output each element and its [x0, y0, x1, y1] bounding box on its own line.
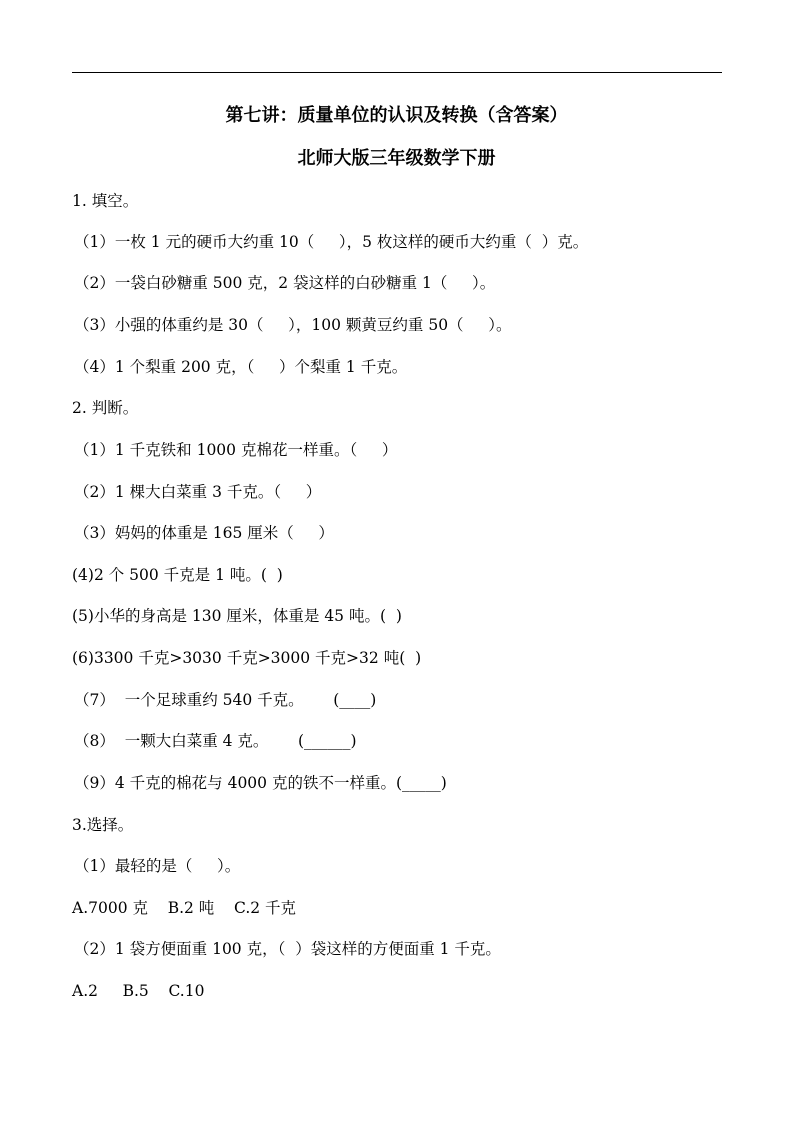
document-title: 第七讲：质量单位的认识及转换（含答案）	[225, 105, 568, 126]
top-rule	[72, 72, 722, 73]
judge-item-6: (6)3300 千克>3030 千克>3000 千克>32 吨( )	[72, 649, 422, 667]
judge-item-2: （2）1 棵大白菜重 3 千克。（ ）	[74, 483, 322, 501]
judge-item-9: （9）4 千克的棉花与 4000 克的铁不一样重。(_____)	[74, 774, 447, 792]
choice-question-1-options: A.7000 克 B.2 吨 C.2 千克	[72, 899, 297, 917]
judge-item-1: （1）1 千克铁和 1000 克棉花一样重。（ ）	[74, 441, 398, 459]
judge-item-5: (5)小华的身高是 130 厘米，体重是 45 吨。( )	[72, 607, 402, 625]
section-3-heading: 3.选择。	[72, 816, 134, 834]
fill-blank-item-3: （3）小强的体重约是 30（ ），100 颗黄豆约重 50（ ）。	[74, 316, 512, 334]
judge-item-4: (4)2 个 500 千克是 1 吨。( )	[72, 566, 283, 584]
judge-item-3: （3）妈妈的体重是 165 厘米（ ）	[74, 524, 334, 542]
section-2-heading: 2. 判断。	[72, 399, 139, 417]
fill-blank-item-4: （4）1 个梨重 200 克，（ ）个梨重 1 千克。	[74, 358, 408, 376]
fill-blank-item-2: （2）一袋白砂糖重 500 克，2 袋这样的白砂糖重 1（ ）。	[74, 274, 496, 292]
section-1-heading: 1. 填空。	[72, 192, 139, 210]
judge-item-7: （7） 一个足球重约 540 千克。 (____)	[74, 691, 377, 709]
choice-question-1: （1）最轻的是（ ）。	[74, 857, 241, 875]
choice-question-2-options: A.2 B.5 C.10	[72, 982, 205, 1000]
document-subtitle: 北师大版三年级数学下册	[297, 148, 496, 169]
fill-blank-item-1: （1）一枚 1 元的硬币大约重 10（ ），5 枚这样的硬币大约重（ ）克。	[74, 233, 589, 251]
choice-question-2: （2）1 袋方便面重 100 克，（ ）袋这样的方便面重 1 千克。	[74, 940, 501, 958]
judge-item-8: （8） 一颗大白菜重 4 克。 (______)	[74, 732, 357, 750]
